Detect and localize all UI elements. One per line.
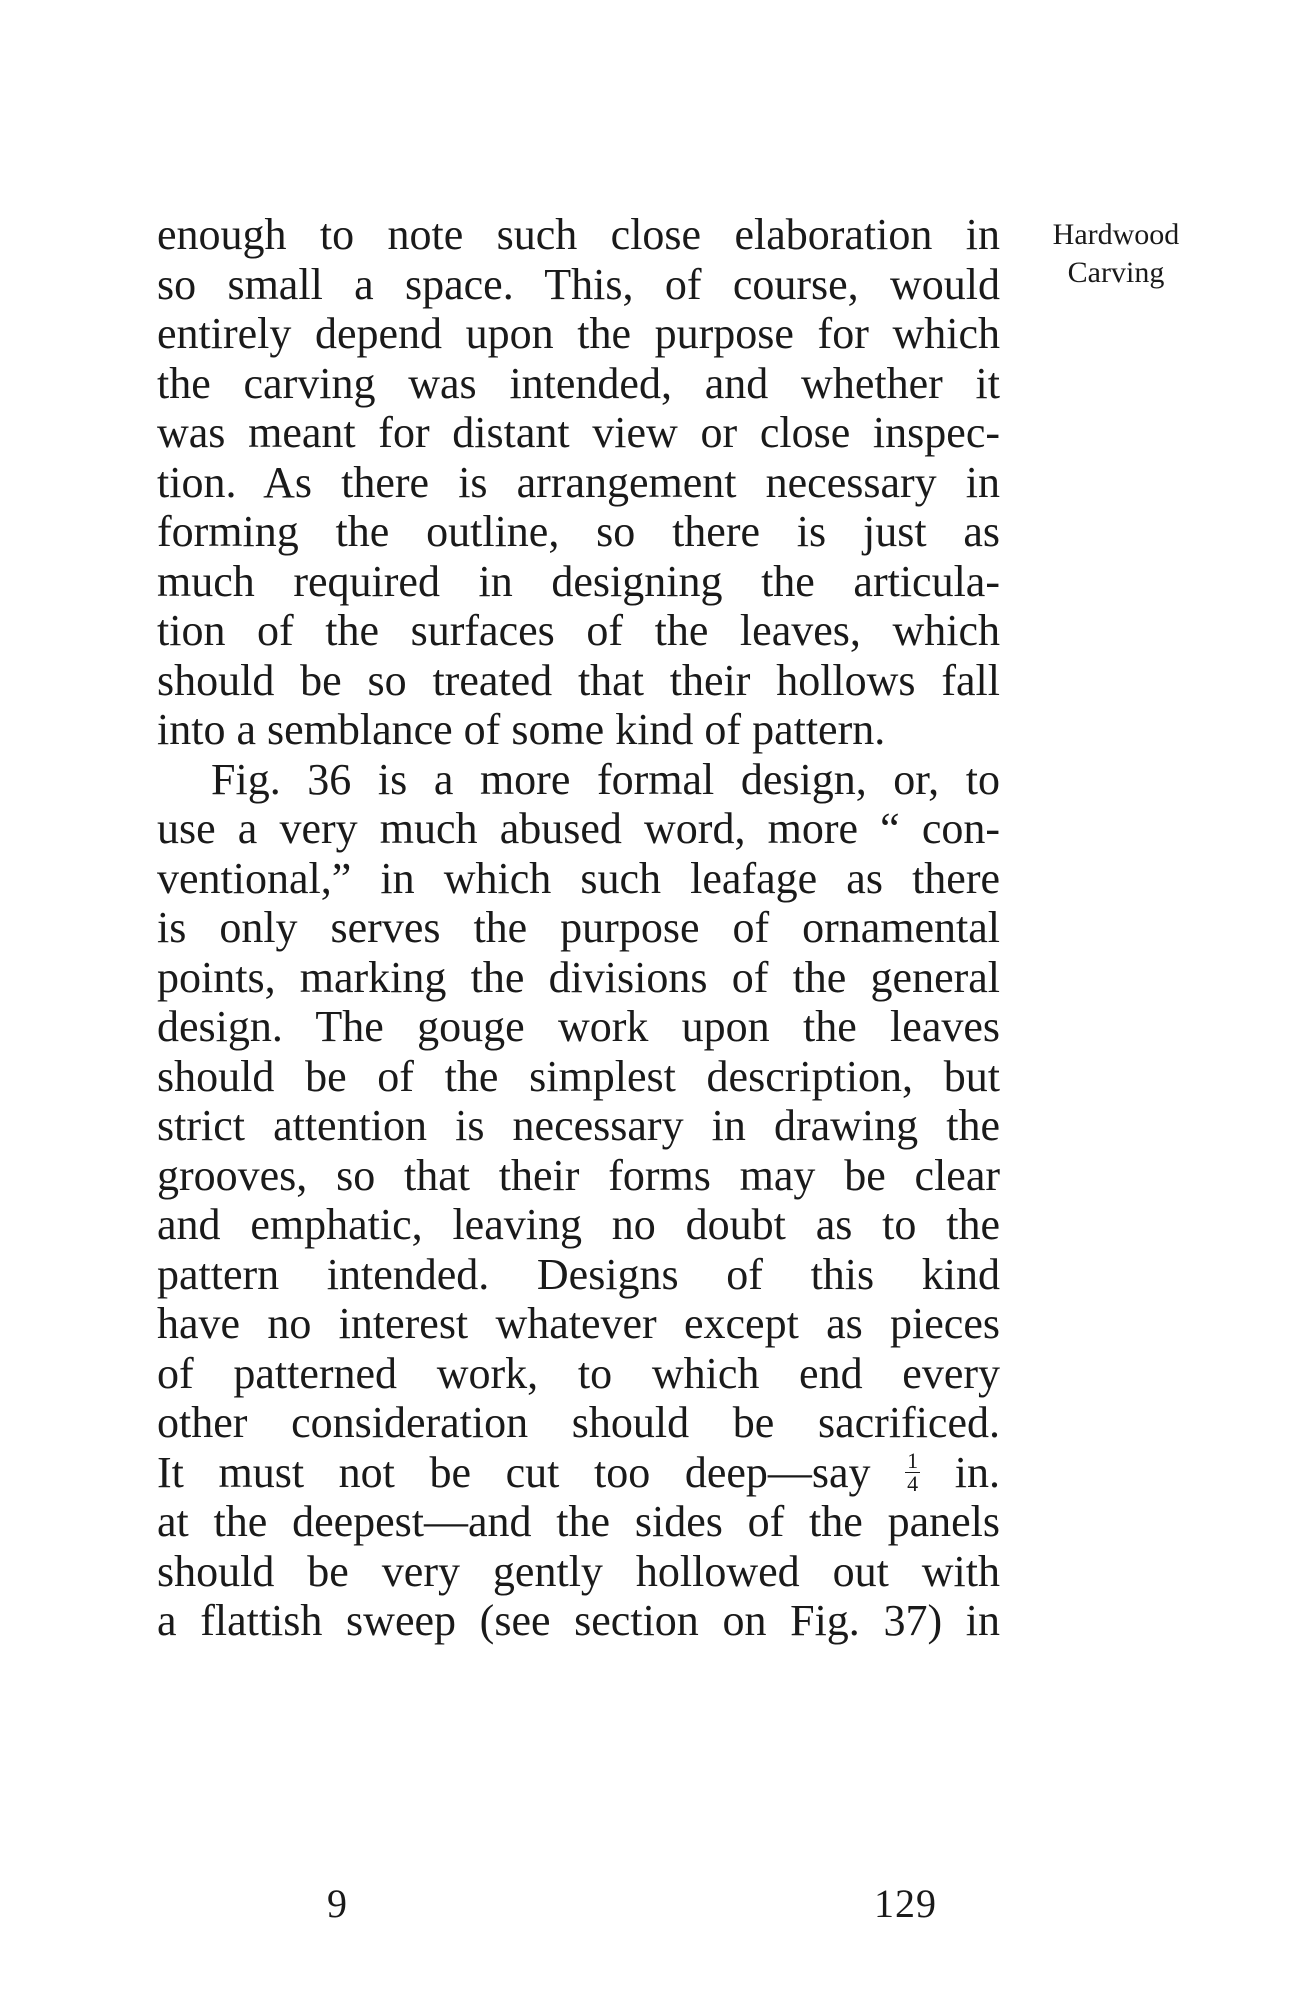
side-heading-line-1: Hardwood bbox=[1052, 218, 1180, 251]
page-footer bbox=[0, 1880, 1307, 1930]
text-line: strict attention is necessary in drawing the bbox=[157, 1101, 1000, 1150]
text-line: enough to note such close elaboration in bbox=[157, 210, 1000, 259]
text-line: entirely depend upon the purpose for which bbox=[157, 309, 1000, 358]
text-line: forming the outline, so there is just as bbox=[157, 507, 1000, 556]
text-line: the carving was intended, and whether it bbox=[157, 358, 1000, 408]
text-line: should be of the simplest description, but bbox=[157, 1051, 1000, 1101]
running-side-heading bbox=[1031, 216, 1201, 292]
text-line: pattern intended. Designs of this kind bbox=[157, 1249, 1000, 1299]
text-line: ventional,” in which such leafage as there bbox=[157, 853, 1000, 903]
page-number: 129 bbox=[874, 1881, 937, 1926]
text-line: and emphatic, leaving no doubt as to the bbox=[157, 1200, 1000, 1249]
text-line: design. The gouge work upon the leaves bbox=[157, 1002, 1000, 1051]
text-line: was meant for distant view or close inspec- bbox=[157, 408, 1000, 457]
body-text bbox=[157, 210, 1000, 1646]
text-line: use a very much abused word, more “ con- bbox=[157, 804, 1000, 853]
fraction-numerator: 1 bbox=[907, 1447, 919, 1473]
fraction-denominator: 4 bbox=[907, 1470, 919, 1496]
text-line: other consideration should be sacrificed. bbox=[157, 1398, 1000, 1447]
text-line-paragraph-end: into a semblance of some kind of pattern. bbox=[157, 705, 886, 754]
text-line: much required in designing the articula- bbox=[157, 556, 1000, 606]
text-line: have no interest whatever except as pieces bbox=[157, 1299, 1000, 1348]
text-line: should be so treated that their hollows fall bbox=[157, 655, 1000, 705]
signature-mark: 9 bbox=[327, 1881, 347, 1926]
text-line: grooves, so that their forms may be clear bbox=[157, 1150, 1000, 1200]
text-line: at the deepest—and the sides of the panels bbox=[157, 1497, 1000, 1546]
side-heading-line-2: Carving bbox=[1067, 256, 1165, 289]
text-segment: It must not be cut too deep—say bbox=[157, 1447, 871, 1497]
text-line: tion. As there is arrangement necessary in bbox=[157, 457, 1000, 507]
text-segment: in. bbox=[954, 1447, 1000, 1497]
text-line: a flattish sweep (see section on Fig. 37) in bbox=[157, 1596, 1000, 1645]
text-line-with-fraction bbox=[157, 1448, 1000, 1498]
text-line: tion of the surfaces of the leaves, which bbox=[157, 606, 1000, 655]
text-line: of patterned work, to which end every bbox=[157, 1348, 1000, 1398]
text-line: points, marking the divisions of the general bbox=[157, 952, 1000, 1002]
text-line: so small a space. This, of course, would bbox=[157, 259, 1000, 309]
fraction-one-quarter bbox=[905, 1447, 920, 1496]
text-line: is only serves the purpose of ornamental bbox=[157, 903, 1000, 952]
text-line-paragraph-start: Fig. 36 is a more formal design, or, to bbox=[211, 754, 1000, 804]
text-line: should be very gently hollowed out with bbox=[157, 1546, 1000, 1596]
